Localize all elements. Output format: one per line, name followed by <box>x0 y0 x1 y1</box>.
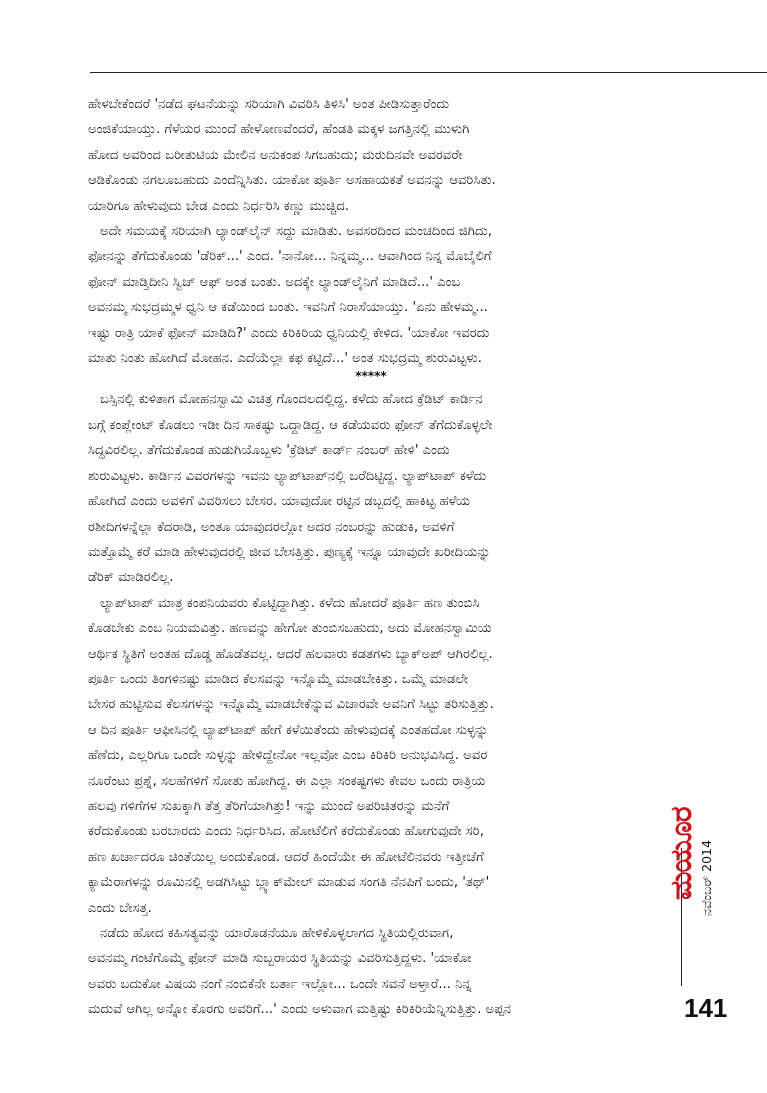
issue-date: ನವೆಂಬರ್ 2014 <box>699 840 714 916</box>
text-line: ಮತ್ತೊಮ್ಮೆ ಕರೆ ಮಾಡಿ ಹೇಳುವುದರಲ್ಲಿ ಜೀವ ಬೇಸತ್ತಿತ್ತು. ಪುಣ್ಯಕ್ಕೆ ಇನ್ನೂ ಯಾವುದೇ ಖರೀದಿಯನ್ನು <box>88 544 491 560</box>
text-line: ಸಿದ್ಧವಿರಲಿಲ್ಲ. ತೆಗೆದುಕೊಂಡ ಹುಡುಗಿಯೊಬ್ಬಳು 'ಕ್ರೆಡಿಟ್ ಕಾರ್ಡ್ ನಂಬರ್ ಹೇಳಿ' ಎಂದು <box>88 443 450 459</box>
text-line: ಆ ದಿನ ಪೂರ್ತಿ ಆಫೀಸಿನಲ್ಲಿ ಲ್ಯಾಪ್‌ಟಾಪ್ ಹೇಗೆ ಕಳೆಯಿತೆಂದು ಹೇಳುವುದಕ್ಕೆ ಎಂತಹದೋ ಸುಳ್ಳನ್ನು <box>88 722 489 738</box>
text-line: ಹಲವು ಗಳಿಗೆಗಳ ಸುಖಕ್ಕಾಗಿ ತೆತ್ತ ತೆರಿಗೆಯಾಗಿತ್ತು! ಇನ್ನು ಮುಂದೆ ಅಪರಿಚಿತರನ್ನು ಮನೆಗೆ <box>88 798 450 814</box>
text-line: ಶುರುವಿಟ್ಟಳು. ಕಾರ್ಡಿನ ವಿವರಗಳನ್ನು ಇವನು ಲ್ಯಾಪ್‌ಟಾಪ್‌ನಲ್ಲಿ ಬರೆದಿಟ್ಟಿದ್ದ. ಲ್ಯಾಪ್‌ಟಾಪ್ ಕಳೆದು <box>88 468 487 484</box>
page-number: 141 <box>684 993 728 1023</box>
paragraph-2 <box>88 219 654 371</box>
text-line: ಹೋಗಿದೆ ಎಂದು ಅವಳಿಗೆ ವಿವರಿಸಲು ಬೇಸರ. ಯಾವುದೋ ರಟ್ಟಿನ ಡಬ್ಬದಲ್ಲಿ ಹಾಕಿಟ್ಟ ಹಳೆಯ <box>88 494 471 510</box>
text-line: ಫೋನ್ ಮಾಡ್ತಿದೀನಿ ಸ್ವಿಚ್ ಆಫ್ ಅಂತ ಬಂತು. ಅದಕ್ಕೇ ಲ್ಯಾಂಡ್‌ಲೈನಿಗೆ ಮಾಡಿದೆ...' ಎಂಬ <box>88 274 461 290</box>
text-line: ಬೇಸರ ಹುಟ್ಟಿಸುವ ಕೆಲಸಗಳನ್ನು ಇನ್ನೊಮ್ಮೆ ಮಾಡಬೇಕೆನ್ನುವ ವಿಚಾರವೇ ಅವನಿಗೆ ಸಿಟ್ಟು ತರಿಸುತ್ತಿತ್ತು. <box>88 697 494 713</box>
paragraph-3 <box>88 387 654 590</box>
text-line: ಮದುವೆ ಆಗಿಲ್ಲ ಅನ್ನೋ ಕೊರಗು ಅವರಿಗೆ...' ಎಂದು ಅಳುವಾಗ ಮತ್ತಿಷ್ಟು ಕಿರಿಕಿರಿಯೆನ್ನಿಸುತ್ತಿತ್ತು. ಅಪ್ಪನ <box>88 1002 512 1018</box>
text-line: ಬಸ್ಸಿನಲ್ಲಿ ಕುಳಿತಾಗ ಮೋಹನಸ್ವಾಮಿ ವಿಚಿತ್ರ ಗೊಂದಲದಲ್ಲಿದ್ದ. ಕಳೆದು ಹೋದ ಕ್ರೆಡಿಟ್ ಕಾರ್ಡಿನ <box>100 392 483 408</box>
text-line: ಯಾರಿಗೂ ಹೇಳುವುದು ಬೇಡ ಎಂದು ನಿರ್ಧರಿಸಿ ಕಣ್ಣು ಮುಚ್ಚಿದ. <box>88 198 350 214</box>
text-line: ಅವರು ಬದುಕೋ ವಿಷಯ ನಂಗೆ ನಂಬಿಕೆನೇ ಬರ್ತಾ ಇಲ್ಲೋ... ಒಂದೇ ಸವನೆ ಅಳ್ತಾರೆ... ನಿನ್ನ <box>88 976 472 992</box>
article-body <box>88 92 654 1023</box>
text-line: ಇಷ್ಟು ರಾತ್ರಿ ಯಾಕೆ ಫೋನ್ ಮಾಡಿದಿ?' ಎಂದು ಕಿರಿಕಿರಿಯ ಧ್ವನಿಯಲ್ಲಿ ಕೇಳಿದ. 'ಯಾಕೋ ಇವರದು <box>88 325 490 341</box>
text-line: ಪೂರ್ತಿ ಒಂದು ತಿಂಗಳಿನಷ್ಟು ಮಾಡಿದ ಕೆಲಸವನ್ನು ಇನ್ನೊಮ್ಮೆ ಮಾಡಬೇಕಿತ್ತು. ಒಮ್ಮೆ ಮಾಡಲೇ <box>88 671 469 687</box>
text-line: ಅವನಮ್ಮ ಗಂಟೆಗೊಮ್ಮೆ ಫೋನ್ ಮಾಡಿ ಸುಬ್ಬರಾಯರ ಸ್ಥಿತಿಯನ್ನು ವಿವರಿಸುತ್ತಿದ್ದಳು. 'ಯಾಕೋ <box>88 951 472 967</box>
text-line: ಹಣ ಖರ್ಚಾದರೂ ಚಿಂತೆಯಿಲ್ಲ ಅಂದುಕೊಂಡ. ಆದರೆ ಹಿಂದೆಯೇ ಈ ಹೋಟೆಲಿನವರು ಇತ್ತೀಚೆಗೆ <box>88 849 484 865</box>
magazine-logo: ಮಯೂರ <box>664 807 699 900</box>
text-line: ಅಂಜಿಕೆಯಾಯ್ತು. ಗೆಳೆಯರ ಮುಂದೆ ಹೇಳೋಣವೆಂದರೆ, ಹೆಂಡತಿ ಮಕ್ಕಳ ಜಗತ್ತಿನಲ್ಲಿ ಮುಳುಗಿ <box>88 122 470 138</box>
text-line: ಕ್ಯಾಮೆರಾಗಳನ್ನು ರೂಮಿನಲ್ಲಿ ಅಡಗಿಸಿಟ್ಟು ಬ್ಲ್ಯಾಕ್‌ಮೇಲ್ ಮಾಡುವ ಸಂಗತಿ ನೆನಪಿಗೆ ಬಂದು, 'ತಥ್' <box>88 875 490 891</box>
section-break: ***** <box>355 369 387 384</box>
text-line: ರಶೀದಿಗಳನ್ನೆಲ್ಲಾ ಕೆದರಾಡಿ, ಅಂತೂ ಯಾವುದರಲ್ಲೋ ಅದರ ನಂಬರನ್ನು ಹುಡುಕಿ, ಅವಳಿಗೆ <box>88 519 455 535</box>
text-line: ಡೆರಿಕ್ ಮಾಡಿರಲಿಲ್ಲ. <box>88 570 174 586</box>
paragraph-4 <box>88 591 654 921</box>
text-line: ಎಂದು ಬೇಸತ್ತ. <box>88 900 152 916</box>
text-line: ಹೇಳಬೇಕೆಂದರೆ 'ನಡೆದ ಘಟನೆಯನ್ನು ಸರಿಯಾಗಿ ವಿವರಿಸಿ ತಿಳಿಸಿ' ಅಂತ ಪೀಡಿಸುತ್ತಾರೆಂದು <box>88 97 450 112</box>
text-line: ನಡೆದು ಹೋದ ಕಹಿಸತ್ಯವನ್ನು ಯಾರೊಡನೆಯೂ ಹೇಳಿಕೊಳ್ಳಲಾಗದ ಸ್ಥಿತಿಯಲ್ಲಿರುವಾಗ, <box>100 926 454 941</box>
text-line: ಅವನಮ್ಮ ಸುಭದ್ರಮ್ಮಳ ಧ್ವನಿ ಆ ಕಡೆಯಿಂದ ಬಂತು. ಇವನಿಗೆ ನಿರಾಸೆಯಾಯ್ತು. 'ಏನು ಹೇಳಮ್ಮ... <box>88 300 488 316</box>
paragraph-5 <box>88 921 654 1023</box>
header-rule <box>90 72 767 73</box>
text-line: ಲ್ಯಾಪ್‌ಟಾಪ್ ಮಾತ್ರ ಕಂಪನಿಯವರು ಕೊಟ್ಟಿದ್ದಾಗಿತ್ತು. ಕಳೆದು ಹೋದರೆ ಪೂರ್ತಿ ಹಣ ತುಂಬಿಸಿ <box>100 595 480 611</box>
text-line: ಆರ್ಥಿಕ ಸ್ಥಿತಿಗೆ ಅಂತಹ ದೊಡ್ಡ ಹೊಡೆತವಲ್ಲ. ಆದರೆ ಹಲವಾರು ಕಡತಗಳು ಬ್ಯಾಕ್‌ಅಪ್ ಆಗಿರಲಿಲ್ಲ. <box>88 646 493 662</box>
text-line: ಫೋನನ್ನು ತೆಗೆದುಕೊಂಡು 'ಡೆರಿಕ್...' ಎಂದ. 'ನಾನೋ... ನಿನ್ನಮ್ಮ... ಆವಾಗಿಂದ ನಿನ್ನ ಮೊಬೈಲಿಗೆ <box>88 249 492 265</box>
text-line: ಅದೇ ಸಮಯಕ್ಕೆ ಸರಿಯಾಗಿ ಲ್ಯಾಂಡ್‌ಲೈನ್ ಸದ್ದು ಮಾಡಿತು. ಅವಸರದಿಂದ ಮಂಚದಿಂದ ಜಿಗಿದು, <box>100 224 492 240</box>
text-line: ಬಗ್ಗೆ ಕಂಪ್ಲೇಂಟ್ ಕೊಡಲು ಇಡೀ ದಿನ ಸಾಕಷ್ಟು ಒದ್ದಾಡಿದ್ದ. ಆ ಕಡೆಯವರು ಫೋನ್ ತೆಗೆದುಕೊಳ್ಳಲೇ <box>88 417 493 433</box>
text-line: ನೂರೆಂಟು ಪ್ರಶ್ನೆ, ಸಲಹೆಗಳಿಗೆ ಸೋತು ಹೋಗಿದ್ದ. ಈ ಎಲ್ಲಾ ಸಂಕಷ್ಟಗಳು ಕೇವಲ ಒಂದು ರಾತ್ರಿಯ <box>88 773 486 789</box>
text-line: ಮಾತು ನಿಂತು ಹೋಗಿದೆ ಮೋಹನ. ಎದೆಯೆಲ್ಲಾ ಕಫ ಕಟ್ಟಿದೆ...' ಅಂತ ಸುಭದ್ರಮ್ಮ ಶುರುವಿಟ್ಟಳು. <box>88 351 482 367</box>
text-line: ಆಡಿಕೊಂಡು ನಗಲೂಬಹುದು ಎಂದೆನ್ನಿಸಿತು. ಯಾಕೋ ಪೂರ್ತಿ ಅಸಹಾಯಕತೆ ಅವನನ್ನು ಆವರಿಸಿತು. <box>88 173 496 189</box>
text-line: ಕರೆದುಕೊಂಡು ಬರಬಾರದು ಎಂದು ನಿರ್ಧರಿಸಿದ. ಹೋಟೆಲಿಗೆ ಕರೆದುಕೊಂಡು ಹೋಗುವುದೇ ಸರಿ, <box>88 824 484 840</box>
text-line: ಕೊಡಬೇಕು ಎಂಬ ನಿಯಮವಿತ್ತು. ಹಣವನ್ನು ಹೇಗೋ ತುಂಬಿಸಬಹುದು, ಅದು ಮೋಹನಸ್ವಾಮಿಯ <box>88 621 492 637</box>
paragraph-1 <box>88 92 654 219</box>
text-line: ಹೋದ ಅವರಿಂದ ಬರೀತುಟಿಯ ಮೇಲಿನ ಅನುಕಂಪ ಸಿಗಬಹುದು; ಮರುದಿನವೇ ಅವರವರೇ <box>88 147 463 163</box>
text-line: ಹೆಣೆದು, ಎಲ್ಲರಿಗೂ ಒಂದೇ ಸುಳ್ಳನ್ನು ಹೇಳಿದ್ದೇನೋ ಇಲ್ಲವೋ ಎಂಬ ಕಿರಿಕಿರಿ ಅನುಭವಿಸಿದ್ದ. ಅವರ <box>88 748 488 764</box>
